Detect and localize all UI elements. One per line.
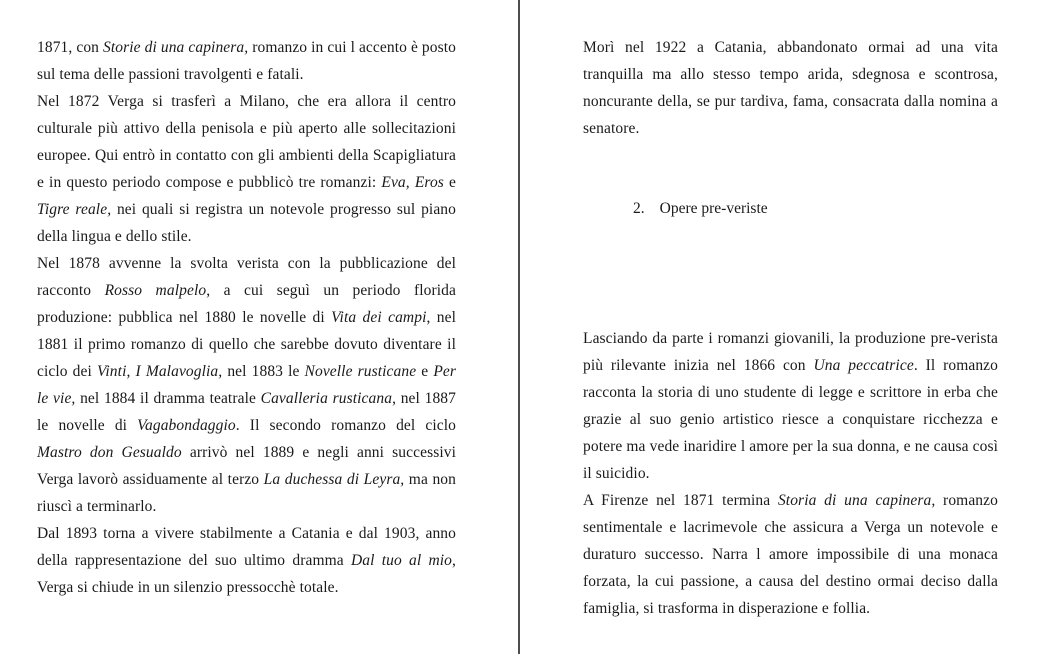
text-run: Nel 1872 Verga si trasferì a Milano, che era allora il centro culturale più attivo della penisola e più aperto alle sollecitazioni europee. Qui entrò in contatto con gli ambienti della Scapigliatura e in questo periodo compose e pubblicò tre romanzi:	[37, 93, 456, 191]
text-run: e	[443, 174, 456, 191]
text-run: arrivò nel 1889 e negli anni successivi Verga lavorò assiduamente al terzo	[37, 444, 456, 488]
italic-title-text: Tigre reale,	[37, 201, 112, 218]
page-right	[520, 0, 1039, 654]
paragraph	[583, 487, 998, 622]
italic-title-text: Storia di una capinera,	[777, 492, 936, 509]
text-run: , nel 1887 le novelle di	[37, 390, 457, 434]
text-run: A Firenze nel 1871 termina	[583, 492, 778, 509]
page-left	[0, 0, 518, 654]
italic-title-text: Una peccatrice	[813, 357, 914, 374]
paragraph	[583, 325, 998, 487]
paragraph	[37, 34, 456, 88]
text-run: Nel 1878 avvenne la svolta verista con la pubblicazione del racconto	[37, 255, 456, 299]
text-run: Morì nel 1922 a Catania, abbandonato ormai ad una vita tranquilla ma allo stesso tempo arida, sdegnosa e scontrosa, noncurante della, se pur tardiva, fama, consacrata dalla nomina a senatore.	[583, 39, 998, 137]
italic-title-text: Per le vie,	[37, 363, 457, 407]
text-run: e	[416, 363, 434, 380]
italic-title-text: Vagabondaggio	[137, 417, 236, 434]
text-run: nel 1883 le	[222, 363, 305, 380]
paragraph	[37, 250, 456, 520]
italic-title-text: Rosso malpelo	[104, 282, 207, 299]
text-run: , Verga si chiude in un silenzio pressocchè totale.	[37, 552, 456, 596]
italic-title-text: Dal tuo al mio	[350, 552, 453, 569]
paragraph	[37, 520, 456, 601]
text-run: , nel 1881 il primo romanzo di quello che sarebbe dovuto diventare il ciclo dei	[37, 309, 457, 380]
text-run: romanzo sentimentale e lacrimevole che assicura a Verga un notevole e duraturo successo. Narra l amore impossibile di una monaca forzata, la cui passione, a causa del destino ormai deciso dalla famiglia, si trasforma in disperazione e follia.	[583, 492, 998, 617]
section-heading	[583, 195, 998, 222]
paragraph	[583, 34, 998, 142]
text-run: 1871, con	[37, 39, 104, 56]
text-run: romanzo in cui l accento è posto sul tema delle passioni travolgenti e fatali.	[37, 39, 456, 83]
italic-title-text: Vinti, I Malavoglia,	[96, 363, 223, 380]
text-run: , a cui seguì un periodo florida produzione: pubblica nel 1880 le novelle di	[37, 282, 456, 326]
text-run: Lasciando da parte i romanzi giovanili, la produzione pre-verista più rilevante inizia nel 1866 con	[583, 330, 998, 374]
italic-title-text: Eva, Eros	[381, 174, 444, 191]
paragraph	[37, 88, 456, 250]
italic-title-text: Vita dei campi	[331, 309, 427, 326]
text-run: nel 1884 il dramma teatrale	[75, 390, 261, 407]
text-run: . Il romanzo racconta la storia di uno studente di legge e scrittore in erba che grazie al suo genio artistico riesce a conquistare ricchezza e potere ma vede inaridire l amore per la sua donna, e ne causa così il suicidio.	[583, 357, 999, 482]
section-title: Opere pre-veriste	[659, 200, 768, 217]
italic-title-text: La duchessa di Leyra,	[263, 471, 405, 488]
italic-title-text: Novelle rusticane	[304, 363, 417, 380]
section-number: 2.	[633, 200, 645, 217]
text-run: nei quali si registra un notevole progresso sul piano della lingua e dello stile.	[37, 201, 456, 245]
italic-title-text: Cavalleria rusticana	[260, 390, 393, 407]
text-run: . Il secondo romanzo del ciclo	[235, 417, 456, 434]
italic-title-text: Mastro don Gesualdo	[37, 444, 182, 461]
text-run: Dal 1893 torna a vivere stabilmente a Catania e dal 1903, anno della rappresentazione del suo ultimo dramma	[37, 525, 456, 569]
italic-title-text: Storie di una capinera,	[103, 39, 249, 56]
text-run: ma non riuscì a terminarlo.	[37, 471, 456, 515]
